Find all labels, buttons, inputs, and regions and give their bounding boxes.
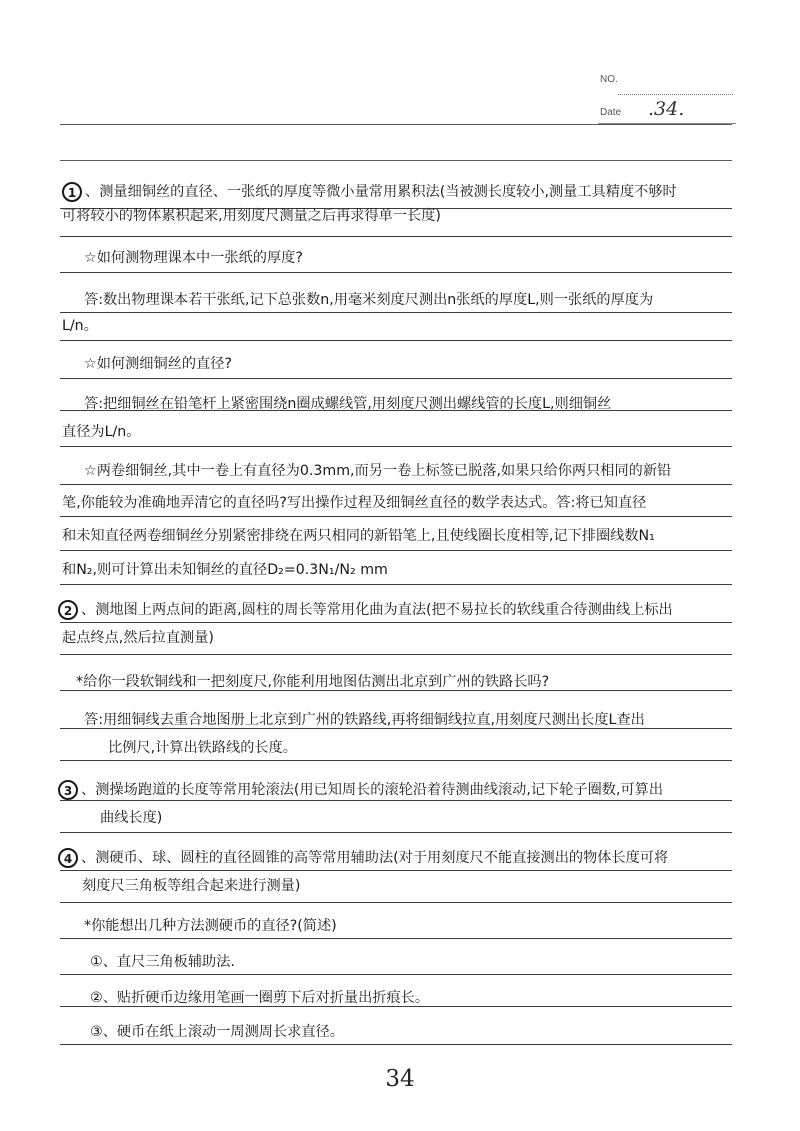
note-line: [108, 738, 297, 758]
note-text: 、测操场跑道的长度等常用轮滚法(用已知周长的滚轮沿着待测曲线滚动,记下轮子圈数,可算出: [81, 782, 664, 798]
note-line: [58, 780, 663, 800]
ruled-line: [60, 902, 732, 903]
note-text: ③、硬币在纸上滚动一周测周长求直径。: [90, 1024, 344, 1040]
note-line: [82, 876, 300, 896]
note-line: [84, 710, 645, 730]
section-number-circle: 4: [58, 848, 78, 868]
note-text: 和N₂,则可计算出未知铜丝的直径D₂=0.3N₁/N₂ mm: [62, 562, 388, 578]
ruled-line: [60, 938, 732, 939]
note-line: [62, 526, 655, 546]
note-text: 和未知直径两卷细铜丝分别紧密排绕在两只相同的新铅笔上,且使线圈长度相等,记下排圈线数N₁: [62, 528, 655, 544]
ruled-line: [60, 800, 732, 801]
note-line: [84, 916, 337, 936]
note-line: [90, 952, 235, 972]
ruled-line: [60, 236, 732, 237]
note-text: ②、贴折硬币边缘用笔画一圈剪下后对折量出折痕长。: [90, 990, 430, 1006]
note-text: 答:用细铜线去重合地图册上北京到广州的铁路线,再将细铜线拉直,用刻度尺测出长度L查出: [84, 712, 645, 728]
section-number-circle: 1: [62, 182, 82, 202]
note-line: [58, 848, 668, 868]
note-line: [62, 493, 646, 513]
note-text: ①、直尺三角板辅助法.: [90, 954, 235, 970]
note-line: [84, 248, 303, 268]
ruled-line: [60, 832, 732, 833]
note-line: [84, 461, 671, 481]
ruled-line: [60, 1044, 732, 1045]
note-text: 曲线长度): [100, 810, 163, 826]
note-line: [62, 560, 388, 580]
ruled-line: [60, 622, 732, 623]
note-text: *给你一段软铜线和一把刻度尺,你能利用地图估测出北京到广州的铁路长吗?: [76, 674, 550, 690]
section-number-circle: 2: [58, 600, 78, 620]
note-text: 答:数出物理课本若干张纸,记下总张数n,用毫米刻度尺测出n张纸的厚度L,则一张纸的厚度为: [84, 292, 654, 308]
note-line: [84, 290, 653, 310]
ruled-line: [60, 974, 732, 975]
note-text: 可将较小的物体累积起来,用刻度尺测量之后再求得单一长度): [62, 208, 441, 224]
note-text: 刻度尺三角板等组合起来进行测量): [82, 878, 301, 894]
note-line: [90, 1022, 344, 1042]
ruled-line: [60, 870, 732, 871]
note-line: [62, 628, 214, 648]
note-text: 起点终点,然后拉直测量): [62, 630, 214, 646]
ruled-line: [60, 446, 732, 447]
ruled-line: [60, 516, 732, 517]
ruled-line: [60, 760, 732, 761]
date-value: .34.: [648, 98, 685, 120]
note-text: L/n。: [62, 318, 98, 334]
note-line: [84, 354, 232, 374]
date-label: Date: [600, 107, 622, 118]
note-text: 答:把细铜丝在铅笔杆上紧密围绕n圈成螺线管,用刻度尺测出螺线管的长度L,则细铜丝: [84, 396, 612, 412]
note-text: ☆如何测细铜丝的直径?: [84, 356, 232, 372]
no-label: NO.: [600, 74, 618, 85]
note-line: [58, 600, 673, 620]
ruled-line: [60, 584, 732, 585]
note-text: 、测量细铜丝的直径、一张纸的厚度等微小量常用累积法(当被测长度较小,测量工具精度不够时: [85, 184, 677, 200]
note-line: [76, 672, 549, 692]
note-text: 笔,你能较为准确地弄清它的直径吗?写出操作过程及细铜丝直径的数学表达式。答:将已知直径: [62, 495, 647, 511]
ruled-line: [60, 160, 732, 161]
ruled-line: [60, 654, 732, 655]
note-line: [62, 206, 441, 226]
note-line: [62, 316, 98, 336]
ruled-line: [60, 272, 732, 273]
note-line: [62, 422, 140, 442]
note-text: ☆如何测物理课本中一张纸的厚度?: [84, 250, 303, 266]
page-number: 34: [385, 1066, 415, 1092]
ruled-line: [60, 124, 732, 125]
note-text: 直径为L/n。: [62, 424, 141, 440]
ruled-line: [60, 484, 732, 485]
note-line: [84, 394, 611, 414]
section-number-circle: 3: [58, 780, 78, 800]
ruled-line: [60, 550, 732, 551]
note-text: 、测硬币、球、圆柱的直径圆锥的高等常用辅助法(对于用刻度尺不能直接测出的物体长度可将: [81, 850, 669, 866]
note-text: ☆两卷细铜丝,其中一卷上有直径为0.3mm,而另一卷上标签已脱落,如果只给你两只相同的新铅: [84, 463, 672, 479]
note-line: [62, 182, 677, 202]
note-text: 比例尺,计算出铁路线的长度。: [108, 740, 297, 756]
ruled-line: [60, 340, 732, 341]
ruled-line: [60, 312, 732, 313]
note-line: [90, 988, 429, 1008]
note-line: [100, 808, 162, 828]
note-text: *你能想出几种方法测硬币的直径?(简述): [84, 918, 337, 934]
no-dotted-line: [618, 94, 733, 95]
note-text: 、测地图上两点间的距离,圆柱的周长等常用化曲为直法(把不易拉长的软线重合待测曲线上标出: [81, 602, 673, 618]
ruled-line: [60, 378, 732, 379]
